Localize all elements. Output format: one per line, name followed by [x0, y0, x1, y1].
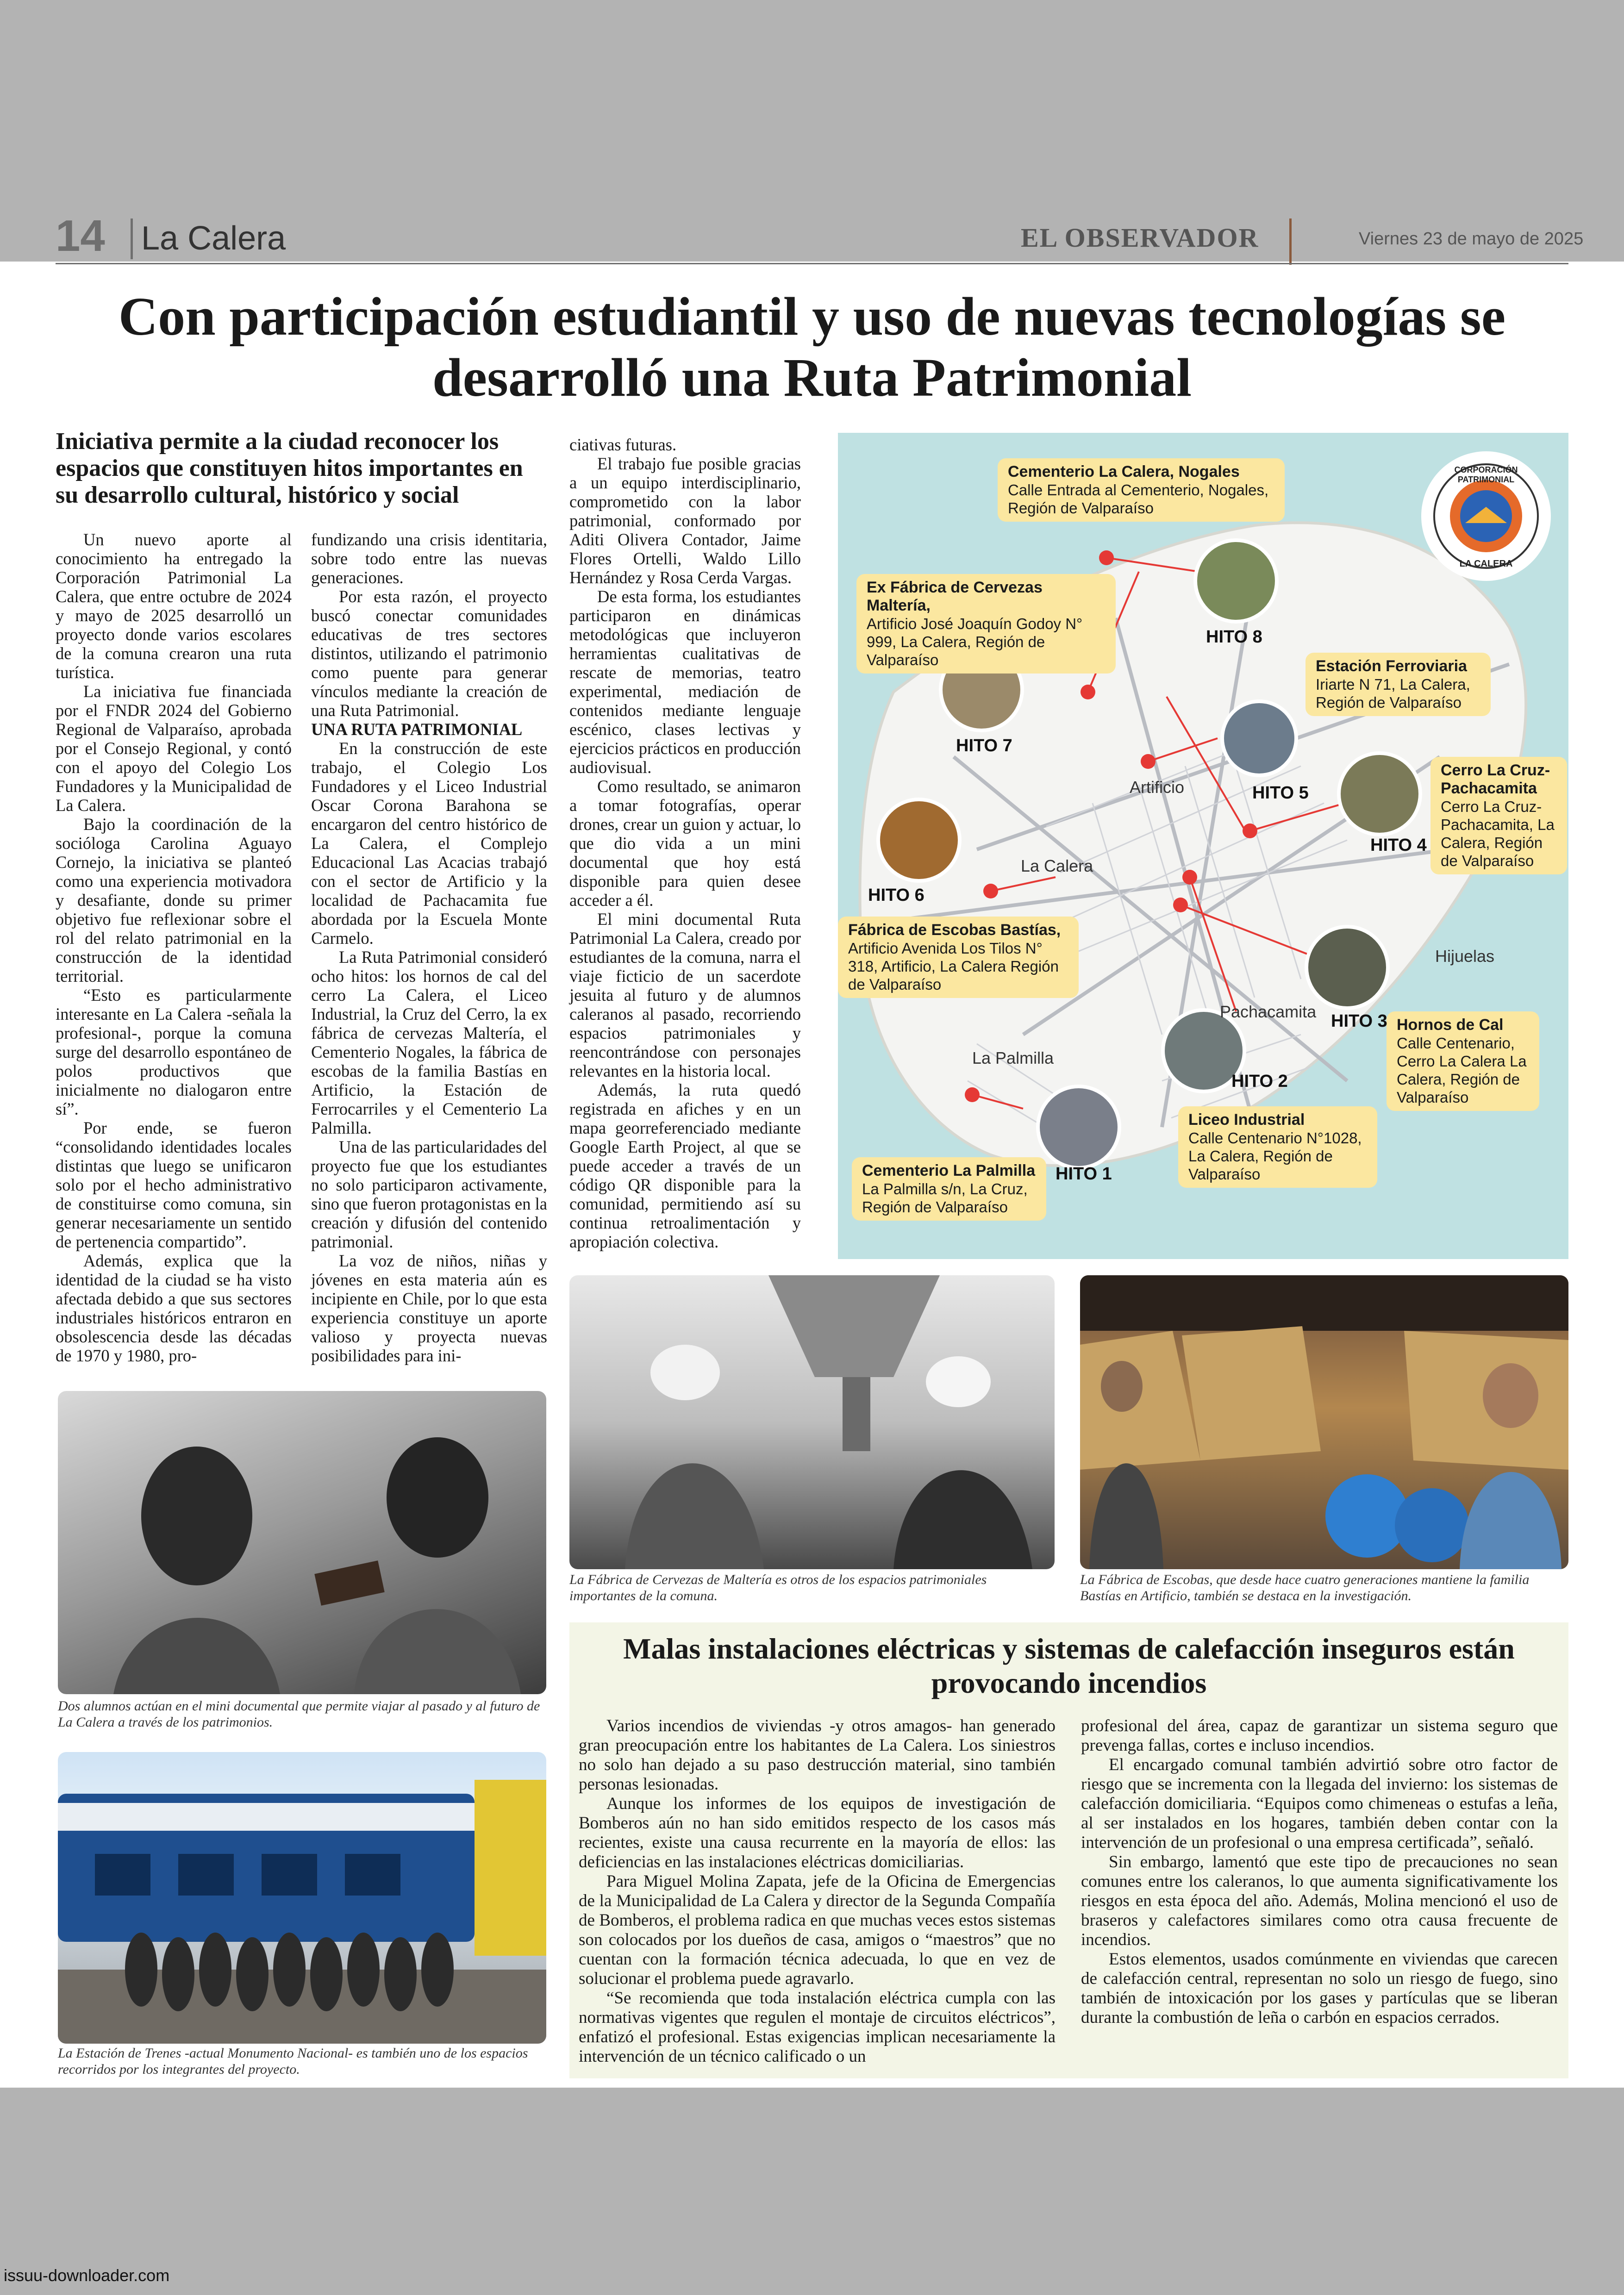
map-label: [1430, 757, 1567, 874]
map-label-body: La Palmilla s/n, La Cruz, Región de Valparaíso: [862, 1180, 1028, 1216]
masthead: EL OBSERVADOR: [1021, 223, 1259, 253]
map-label-body: Artificio José Joaquín Godoy N° 999, La Calera, Región de Valparaíso: [867, 615, 1083, 668]
header-divider: [131, 218, 133, 259]
map-label-body: Artificio Avenida Los Tilos N° 318, Artificio, La Calera Región de Valparaíso: [848, 940, 1059, 993]
map-label: [1305, 653, 1491, 716]
brewery-photo: [569, 1275, 1055, 1569]
paragraph: Un nuevo aporte al conocimiento ha entregado la Corporación Patrimonial La Calera, que entre octubre de 2024 y mayo de 2025 desarrolló un proyecto donde varios escolares de la comuna crearon una ruta turística.: [56, 530, 292, 682]
caption-students: Dos alumnos actúan en el mini documental que permite viajar al pasado y al futuro de La Calera a través de los patrimonios.: [58, 1698, 540, 1730]
map-label-title: Cerro La Cruz-Pachacamita: [1441, 761, 1550, 797]
headline: [56, 286, 1568, 408]
footer-watermark[interactable]: issuu-downloader.com: [4, 2266, 170, 2285]
paragraph: Varios incendios de viviendas -y otros amagos- han generado gran preocupación entre los habitantes de La Calera. Los siniestros no solo han dejado a su paso destrucción material, sino también personas lesionadas.: [579, 1716, 1056, 1794]
place-la-calera: La Calera: [1021, 856, 1093, 875]
hito-label: HITO 7: [956, 736, 1012, 755]
hito-label: HITO 4: [1370, 836, 1427, 855]
paragraph: La Ruta Patrimonial consideró ocho hitos: los hornos de cal del cerro La Calera, el Liceo Industrial, la Cruz del Cerro, la ex fábrica de cervezas Maltería, el Cementerio Nogales, la fábrica de escobas de la familia Bastías en Artificio, la Estación de Ferrocarriles y el Cementerio La Palmilla.: [311, 948, 547, 1137]
map-label-title: Cementerio La Calera, Nogales: [1008, 463, 1240, 480]
header-rule: [56, 263, 1568, 264]
logo-text-top: CORPORACIÓN PATRIMONIAL: [1454, 465, 1518, 484]
paragraph: Para Miguel Molina Zapata, jefe de la Oficina de Emergencias de la Municipalidad de La Calera y director de la Segunda Compañía de Bomberos, el problema radica en que muchas veces estos sistemas son colocados por los dueños de casa, amigos o “maestros” que no cuentan con la formación técnica adecuada, lo que en vez de solucionar el problema puede agravarlo.: [579, 1872, 1056, 1988]
paragraph: El mini documental Ruta Patrimonial La Calera, creado por estudiantes de la comuna, narra el viaje ficticio de un sacerdote jesuita al futuro y de alumnos caleranos al pasado, recorriendo espacios patrimoniales y reencontrándose con personajes relevantes en la historia local.: [569, 910, 801, 1080]
map-label: [1387, 1011, 1539, 1111]
issue-date: Viernes 23 de mayo de 2025: [1359, 229, 1584, 249]
article-column-1: [56, 530, 292, 1365]
hito-label: HITO 8: [1206, 627, 1262, 647]
hito-label: HITO 6: [868, 886, 924, 905]
map-label-title: Liceo Industrial: [1188, 1111, 1305, 1129]
map-label: [1178, 1106, 1377, 1188]
map-label: [998, 458, 1285, 522]
kicker: Iniciativa permite a la ciudad reconocer los espacios que constituyen hitos importantes en su desarrollo cultural, histórico y social: [56, 428, 523, 508]
paragraph: “Esto es particularmente interesante en La Calera -señala la profesional-, porque la comuna surge del desarrollo espontáneo de polos productivos que inicialmente no dialogaron entre sí”.: [56, 985, 292, 1118]
caption-brewery: La Fábrica de Cervezas de Maltería es otros de los espacios patrimoniales importantes de la comuna.: [569, 1572, 987, 1603]
hito-label: HITO 1: [1056, 1164, 1112, 1184]
map-label: [838, 917, 1079, 998]
map-label-body: Calle Entrada al Cementerio, Nogales, Región de Valparaíso: [1008, 481, 1269, 517]
article-column-3: [569, 435, 801, 1251]
train-station-photo: [58, 1752, 546, 2044]
map-label-title: Cementerio La Palmilla: [862, 1162, 1036, 1179]
caption-train: La Estación de Trenes -actual Monumento Nacional- es también uno de los espacios recorridos por los integrantes del proyecto.: [58, 2046, 528, 2077]
article-column-2: [311, 530, 547, 1365]
place-artificio: Artificio: [1130, 778, 1185, 797]
page-number: 14: [56, 211, 105, 261]
route-map: [838, 433, 1568, 1259]
paragraph: Sin embargo, lamentó que este tipo de precauciones no sean comunes entre los caleranos, lo que aumenta significativamente los riesgos en esta época del año. Además, Molina mencionó el uso de braseros y calefactores similares como otra causa frecuente de incendios.: [1081, 1852, 1558, 1949]
map-label-title: Estación Ferroviaria: [1316, 657, 1467, 675]
paragraph: fundizando una crisis identitaria, sobre todo entre las nuevas generaciones.: [311, 530, 547, 587]
header-divider-right: [1289, 218, 1292, 265]
map-label: [852, 1157, 1046, 1221]
paragraph: “Se recomienda que toda instalación eléctrica cumpla con las normativas vigentes que regulen el montaje de circuitos eléctricos”, enfatizó el profesional. Estas exigencias implican necesariamente la intervención de un técnico calificado o un: [579, 1989, 1056, 2066]
place-la-palmilla: La Palmilla: [972, 1048, 1054, 1067]
paragraph: Bajo la coordinación de la socióloga Carolina Aguayo Cornejo, la iniciativa se planteó como una experiencia motivadora y desafiante, donde su primer objetivo fue reflexionar sobre el rol del relato patrimonial en la construcción de la identidad territorial.: [56, 815, 292, 985]
logo-text-bottom: LA CALERA: [1459, 559, 1513, 569]
hito-label: HITO 5: [1252, 783, 1309, 803]
hito-label: HITO 2: [1231, 1072, 1288, 1091]
map-label-body: Cerro La Cruz-Pachacamita, La Calera, Región de Valparaíso: [1441, 798, 1555, 869]
map-label-body: Iriarte N 71, La Calera, Región de Valparaíso: [1316, 676, 1470, 711]
secondary-column-1: [579, 1716, 1056, 2066]
caption-brooms: La Fábrica de Escobas, que desde hace cuatro generaciones mantiene la familia Bastías en Artificio, también se destaca en la investigación.: [1080, 1572, 1530, 1603]
secondary-column-2: [1081, 1716, 1558, 2027]
section-name: La Calera: [141, 220, 286, 257]
paragraph: Por esta razón, el proyecto buscó conectar comunidades educativas de tres sectores distintos, utilizando el patrimonio como puente para generar vínculos mediante la creación de una Ruta Patrimonial.: [311, 587, 547, 720]
paragraph: La voz de niños, niñas y jóvenes en esta materia aún es incipiente en Chile, por lo que esta experiencia constituye un aporte valioso y proyecta nuevas posibilidades para ini-: [311, 1251, 547, 1365]
paragraph: Además, explica que la identidad de la ciudad se ha visto afectada debido a que sus sectores industriales históricos entraron en obsolescencia desde las décadas de 1970 y 1980, pro-: [56, 1251, 292, 1365]
paragraph: De esta forma, los estudiantes participaron en dinámicas metodológicas que incluyeron herramientas cualitativas de rescate de memorias, teatro experimental, mediación de contenidos mediante lenguaje escénico, clases lectivas y ejercicios prácticos en producción audiovisual.: [569, 587, 801, 777]
paragraph: profesional del área, capaz de garantizar un sistema seguro que prevenga fallas, cortes e incluso incendios.: [1081, 1716, 1558, 1755]
map-label: [856, 574, 1116, 674]
paragraph: El encargado comunal también advirtió sobre otro factor de riesgo que se incrementa con la llegada del invierno: los sistemas de calefacción domiciliaria. “Equipos como chimeneas o estufas a leña, al ser instalados en los hogares, también deben contar con la intervención de un profesional o una empresa certificada”, señaló.: [1081, 1755, 1558, 1852]
paragraph: Aunque los informes de los equipos de investigación de Bomberos aún no han sido emitidos respecto de los casos más recientes, existe una causa recurrente en la mayoría de ellos: las deficiencias en las instalaciones eléctricas domiciliarias.: [579, 1794, 1056, 1871]
paragraph: Una de las particularidades del proyecto fue que los estudiantes no solo participaron activamente, sino que fueron protagonistas en la creación y difusión del contenido patrimonial.: [311, 1137, 547, 1251]
paragraph: Estos elementos, usados comúnmente en viviendas que carecen de calefacción central, representan no solo un riesgo de fuego, sino también de intoxicación por los gases y partículas que se liberan durante la combustión de leña o carbón en espacios cerrados.: [1081, 1950, 1558, 2027]
paragraph: Por ende, se fueron “consolidando identidades locales distintas que luego se unificaron solo por el hecho administrativo de constituirse como comuna, sin generar necesariamente un sentido de pertenencia compartido”.: [56, 1118, 292, 1251]
paragraph: El trabajo fue posible gracias a un equipo interdisciplinario, comprometido con la labor patrimonial, conformado por Aditi Olivera Contador, Jaime Flores Ortelli, Waldo Lillo Hernández y Rosa Cerda Vargas.: [569, 454, 801, 587]
subheading: UNA RUTA PATRIMONIAL: [311, 720, 523, 739]
place-pachacamita: Pachacamita: [1220, 1002, 1317, 1021]
headline-text: Con participación estudiantil y uso de nuevas tecnologías se desarrolló una Ruta Patrimonial: [118, 286, 1506, 408]
paragraph: En la construcción de este trabajo, el Colegio Los Fundadores y el Liceo Industrial Oscar Corona Barahona se encargaron del centro histórico de La Calera, el Complejo Educacional Las Acacias trabajó con el sector de Artificio y la localidad de Pachacamita fue abordada por la Escuela Monte Carmelo.: [311, 739, 547, 948]
paragraph: Como resultado, se animaron a tomar fotografías, operar drones, crear un guion y actuar, lo que dio vida a un mini documental que hoy está disponible para quien desee acceder a él.: [569, 777, 801, 910]
secondary-headline: Malas instalaciones eléctricas y sistemas de calefacción inseguros están provocando incendios: [623, 1632, 1515, 1699]
map-label-title: Ex Fábrica de Cervezas Maltería,: [867, 579, 1043, 614]
paragraph: La iniciativa fue financiada por el FNDR 2024 del Gobierno Regional de Valparaíso, aprobada por el Consejo Regional, y contó con el apoyo del Colegio Los Fundadores y la Municipalidad de La Calera.: [56, 682, 292, 815]
place-hijuelas: Hijuelas: [1435, 947, 1495, 966]
map-label-title: Fábrica de Escobas Bastías,: [848, 921, 1061, 939]
map-label-title: Hornos de Cal: [1397, 1016, 1504, 1034]
broom-factory-photo: [1080, 1275, 1568, 1569]
paragraph: ciativas futuras.: [569, 435, 677, 454]
map-label-body: Calle Centenario N°1028, La Calera, Región de Valparaíso: [1188, 1129, 1362, 1183]
students-photo: [58, 1391, 546, 1694]
map-label-body: Calle Centenario, Cerro La Calera La Calera, Región de Valparaíso: [1397, 1035, 1527, 1106]
hito-label: HITO 3: [1331, 1011, 1387, 1031]
paragraph: Además, la ruta quedó registrada en afiches y en un mapa georreferenciado mediante Google Earth Project, al que se puede acceder a través de un código QR disponible para la comunidad, permitiendo así su continua retroalimentación y apropiación colectiva.: [569, 1080, 801, 1251]
